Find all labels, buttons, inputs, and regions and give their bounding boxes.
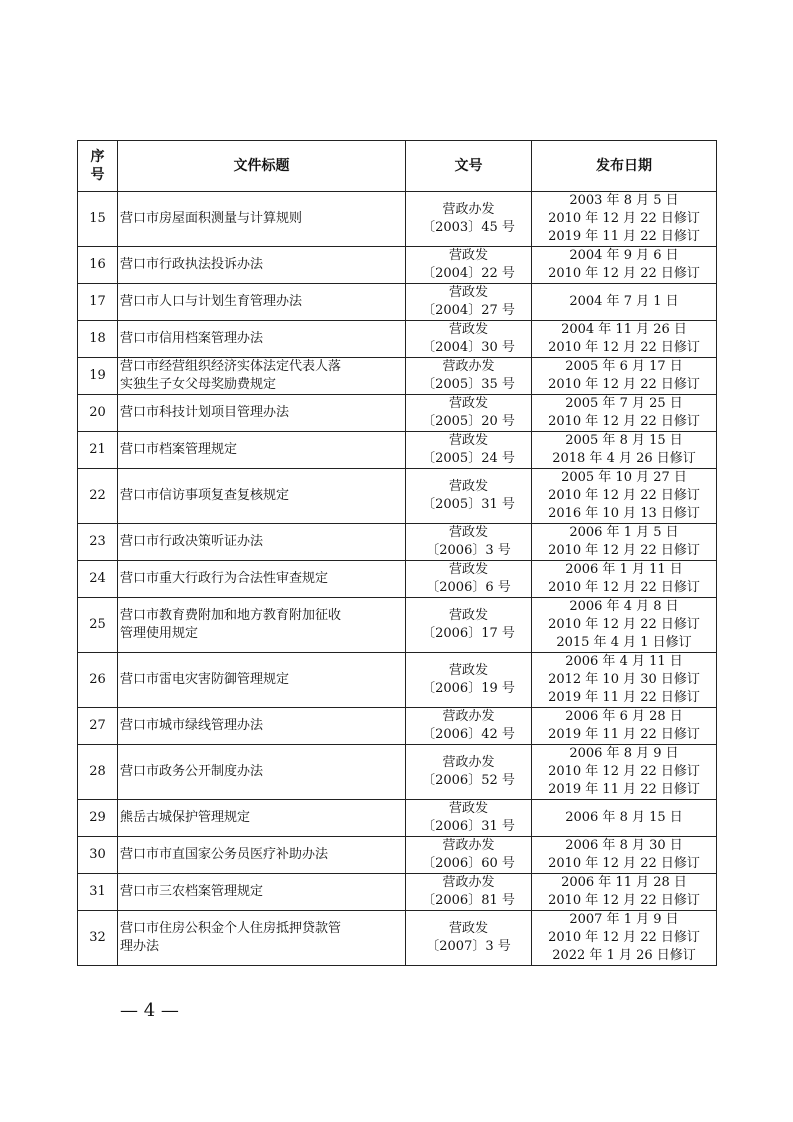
row-doc-number	[406, 524, 532, 561]
row-doc-number-line: 营政办发	[442, 202, 495, 217]
row-doc-number-line: 营政办发	[442, 755, 495, 770]
row-title-line: 营口市人口与计划生育管理办法	[120, 294, 303, 309]
row-title-line: 营口市市直国家公务员医疗补助办法	[120, 847, 329, 862]
row-publish-date	[532, 247, 717, 284]
page-number: — 4 —	[120, 1000, 179, 1021]
row-serial-number: 30	[78, 837, 118, 874]
row-doc-number-line: 营政办发	[442, 875, 495, 890]
row-doc-number-line: 〔2006〕42 号	[422, 727, 515, 742]
row-title-line: 营口市政务公开制度办法	[120, 764, 264, 779]
row-serial-number: 31	[78, 874, 118, 911]
row-publish-date	[532, 192, 717, 247]
row-publish-date-line: 2019 年 11 月 22 日修订	[548, 782, 700, 797]
row-publish-date-line: 2005 年 10 月 27 日	[561, 470, 687, 485]
row-serial-number: 24	[78, 561, 118, 598]
row-doc-number	[406, 708, 532, 745]
table-row	[78, 524, 717, 561]
table-row	[78, 708, 717, 745]
row-publish-date-line: 2010 年 12 月 22 日修订	[548, 488, 700, 503]
row-doc-number	[406, 837, 532, 874]
table-row	[78, 358, 717, 395]
row-title-line: 营口市房屋面积测量与计算规则	[120, 211, 303, 226]
row-publish-date	[532, 653, 717, 708]
row-title	[118, 432, 406, 469]
row-title-line: 营口市科技计划项目管理办法	[120, 405, 290, 420]
row-publish-date-line: 2019 年 11 月 22 日修订	[548, 690, 700, 705]
row-publish-date-line: 2004 年 9 月 6 日	[569, 248, 679, 263]
row-title	[118, 358, 406, 395]
row-serial-number: 23	[78, 524, 118, 561]
row-publish-date-line: 2006 年 8 月 15 日	[565, 810, 683, 825]
row-publish-date-line: 2010 年 12 月 22 日修订	[548, 211, 700, 226]
row-title	[118, 284, 406, 321]
row-publish-date-line: 2010 年 12 月 22 日修订	[548, 930, 700, 945]
row-publish-date	[532, 874, 717, 911]
row-publish-date-line: 2005 年 7 月 25 日	[565, 396, 683, 411]
row-publish-date	[532, 358, 717, 395]
table-row	[78, 745, 717, 800]
row-serial-number: 16	[78, 247, 118, 284]
row-doc-number-line: 营政发	[448, 562, 488, 577]
row-publish-date-line: 2010 年 12 月 22 日修订	[548, 617, 700, 632]
row-doc-number-line: 〔2006〕3 号	[426, 543, 511, 558]
row-publish-date	[532, 469, 717, 524]
table-row	[78, 284, 717, 321]
row-title	[118, 837, 406, 874]
row-title-line: 营口市三农档案管理规定	[120, 884, 264, 899]
row-publish-date	[532, 395, 717, 432]
row-publish-date-line: 2006 年 11 月 28 日	[561, 875, 687, 890]
row-title-line: 理办法	[120, 939, 160, 954]
row-serial-number: 19	[78, 358, 118, 395]
row-doc-number-line: 营政发	[448, 285, 488, 300]
row-title	[118, 469, 406, 524]
row-doc-number-line: 营政发	[448, 322, 488, 337]
header-doc-number: 文号	[406, 141, 532, 192]
table-body	[78, 192, 717, 966]
header-serial-line: 序	[90, 149, 105, 165]
row-publish-date-line: 2006 年 1 月 5 日	[569, 525, 679, 540]
row-publish-date-line: 2019 年 11 月 22 日修订	[548, 229, 700, 244]
table-row	[78, 800, 717, 837]
row-title	[118, 911, 406, 966]
table-row	[78, 561, 717, 598]
row-title-line: 管理使用规定	[120, 626, 199, 641]
row-doc-number-line: 营政发	[448, 479, 488, 494]
row-publish-date-line: 2010 年 12 月 22 日修订	[548, 414, 700, 429]
row-doc-number	[406, 469, 532, 524]
row-doc-number-line: 营政发	[448, 525, 488, 540]
row-title	[118, 874, 406, 911]
regulations-table	[77, 140, 717, 966]
row-doc-number-line: 〔2005〕24 号	[422, 451, 515, 466]
row-title-line: 营口市城市绿线管理办法	[120, 718, 264, 733]
row-publish-date-line: 2010 年 12 月 22 日修订	[548, 266, 700, 281]
row-doc-number-line: 〔2006〕19 号	[422, 681, 515, 696]
row-doc-number-line: 〔2004〕22 号	[422, 266, 515, 281]
row-title-line: 营口市经营组织经济实体法定代表人落	[120, 359, 342, 374]
table-row	[78, 395, 717, 432]
table-row	[78, 874, 717, 911]
row-publish-date-line: 2004 年 11 月 26 日	[561, 322, 687, 337]
row-doc-number-line: 营政发	[448, 396, 488, 411]
row-doc-number-line: 营政办发	[442, 359, 495, 374]
row-publish-date	[532, 432, 717, 469]
row-doc-number-line: 营政办发	[442, 709, 495, 724]
row-title	[118, 192, 406, 247]
row-title	[118, 524, 406, 561]
row-serial-number: 18	[78, 321, 118, 358]
row-publish-date-line: 2019 年 11 月 22 日修订	[548, 727, 700, 742]
row-title	[118, 598, 406, 653]
row-publish-date-line: 2015 年 4 月 1 日修订	[556, 635, 692, 650]
row-doc-number	[406, 653, 532, 708]
row-serial-number: 20	[78, 395, 118, 432]
row-doc-number-line: 营政发	[448, 801, 488, 816]
row-doc-number	[406, 911, 532, 966]
row-title	[118, 653, 406, 708]
header-serial-number	[78, 141, 118, 192]
row-serial-number: 15	[78, 192, 118, 247]
row-publish-date	[532, 524, 717, 561]
row-doc-number	[406, 561, 532, 598]
row-title	[118, 800, 406, 837]
row-publish-date-line: 2007 年 1 月 9 日	[569, 912, 679, 927]
row-doc-number-line: 〔2006〕52 号	[422, 773, 515, 788]
table-row	[78, 598, 717, 653]
row-doc-number	[406, 192, 532, 247]
row-title	[118, 395, 406, 432]
table-row	[78, 432, 717, 469]
row-doc-number-line: 营政办发	[442, 838, 495, 853]
row-publish-date-line: 2010 年 12 月 22 日修订	[548, 377, 700, 392]
row-doc-number-line: 〔2004〕27 号	[422, 303, 515, 318]
row-title	[118, 745, 406, 800]
row-publish-date	[532, 837, 717, 874]
row-publish-date	[532, 321, 717, 358]
row-doc-number-line: 〔2005〕35 号	[422, 377, 515, 392]
row-title-line: 熊岳古城保护管理规定	[120, 810, 251, 825]
row-publish-date-line: 2010 年 12 月 22 日修订	[548, 893, 700, 908]
row-doc-number	[406, 874, 532, 911]
row-publish-date-line: 2016 年 10 月 13 日修订	[548, 506, 700, 521]
table-header-row	[78, 141, 717, 192]
row-serial-number: 29	[78, 800, 118, 837]
table-row	[78, 192, 717, 247]
row-doc-number-line: 〔2007〕3 号	[426, 939, 511, 954]
row-publish-date-line: 2006 年 4 月 8 日	[569, 599, 679, 614]
row-publish-date	[532, 745, 717, 800]
row-serial-number: 21	[78, 432, 118, 469]
row-doc-number	[406, 284, 532, 321]
header-publish-date: 发布日期	[532, 141, 717, 192]
table-row	[78, 321, 717, 358]
row-title-line: 营口市教育费附加和地方教育附加征收	[120, 608, 342, 623]
row-publish-date	[532, 911, 717, 966]
row-title-line: 营口市住房公积金个人住房抵押贷款管	[120, 921, 342, 936]
row-publish-date-line: 2006 年 1 月 11 日	[565, 562, 683, 577]
table-row	[78, 653, 717, 708]
row-title-line: 营口市行政执法投诉办法	[120, 257, 264, 272]
row-publish-date-line: 2006 年 8 月 30 日	[565, 838, 683, 853]
row-doc-number	[406, 358, 532, 395]
row-doc-number	[406, 745, 532, 800]
row-doc-number	[406, 800, 532, 837]
row-serial-number: 32	[78, 911, 118, 966]
header-serial-line: 号	[90, 167, 105, 183]
row-serial-number: 28	[78, 745, 118, 800]
row-publish-date-line: 2010 年 12 月 22 日修订	[548, 856, 700, 871]
row-publish-date	[532, 598, 717, 653]
row-title-line: 营口市信用档案管理办法	[120, 331, 264, 346]
row-publish-date-line: 2006 年 4 月 11 日	[565, 654, 683, 669]
table-row	[78, 469, 717, 524]
row-publish-date	[532, 708, 717, 745]
row-doc-number-line: 〔2006〕81 号	[422, 893, 515, 908]
row-serial-number: 26	[78, 653, 118, 708]
row-doc-number-line: 〔2003〕45 号	[422, 220, 515, 235]
row-doc-number	[406, 247, 532, 284]
row-publish-date-line: 2006 年 6 月 28 日	[565, 709, 683, 724]
row-doc-number-line: 〔2005〕20 号	[422, 414, 515, 429]
row-publish-date-line: 2012 年 10 月 30 日修订	[548, 672, 700, 687]
row-serial-number: 17	[78, 284, 118, 321]
row-doc-number	[406, 321, 532, 358]
row-publish-date-line: 2010 年 12 月 22 日修订	[548, 543, 700, 558]
row-title	[118, 247, 406, 284]
row-title-line: 实独生子女父母奖励费规定	[120, 377, 277, 392]
row-publish-date-line: 2005 年 8 月 15 日	[565, 433, 683, 448]
row-title	[118, 708, 406, 745]
row-publish-date-line: 2018 年 4 月 26 日修订	[552, 451, 696, 466]
row-publish-date-line: 2010 年 12 月 22 日修订	[548, 764, 700, 779]
row-serial-number: 27	[78, 708, 118, 745]
row-publish-date-line: 2003 年 8 月 5 日	[569, 193, 679, 208]
row-publish-date-line: 2005 年 6 月 17 日	[565, 359, 683, 374]
row-serial-number: 22	[78, 469, 118, 524]
row-doc-number-line: 〔2006〕6 号	[426, 580, 511, 595]
row-doc-number-line: 〔2005〕31 号	[422, 497, 515, 512]
row-title-line: 营口市档案管理规定	[120, 442, 238, 457]
row-title-line: 营口市雷电灾害防御管理规定	[120, 672, 290, 687]
row-doc-number-line: 营政发	[448, 663, 488, 678]
row-publish-date-line: 2022 年 1 月 26 日修订	[552, 948, 696, 963]
row-publish-date	[532, 284, 717, 321]
row-doc-number-line: 营政发	[448, 921, 488, 936]
row-publish-date-line: 2010 年 12 月 22 日修订	[548, 580, 700, 595]
table-row	[78, 247, 717, 284]
row-publish-date-line: 2006 年 8 月 9 日	[569, 746, 679, 761]
row-publish-date	[532, 800, 717, 837]
row-title	[118, 321, 406, 358]
row-title-line: 营口市信访事项复查复核规定	[120, 488, 290, 503]
row-doc-number-line: 营政发	[448, 608, 488, 623]
row-publish-date-line: 2010 年 12 月 22 日修订	[548, 340, 700, 355]
row-publish-date	[532, 561, 717, 598]
header-title: 文件标题	[118, 141, 406, 192]
row-publish-date-line: 2004 年 7 月 1 日	[569, 294, 679, 309]
row-doc-number-line: 〔2004〕30 号	[422, 340, 515, 355]
row-doc-number	[406, 598, 532, 653]
row-doc-number-line: 营政发	[448, 433, 488, 448]
row-doc-number-line: 〔2006〕31 号	[422, 819, 515, 834]
row-doc-number-line: 营政发	[448, 248, 488, 263]
row-title-line: 营口市行政决策听证办法	[120, 534, 264, 549]
row-title	[118, 561, 406, 598]
table-row	[78, 911, 717, 966]
table-row	[78, 837, 717, 874]
row-doc-number-line: 〔2006〕17 号	[422, 626, 515, 641]
row-title-line: 营口市重大行政行为合法性审查规定	[120, 571, 329, 586]
row-doc-number-line: 〔2006〕60 号	[422, 856, 515, 871]
row-serial-number: 25	[78, 598, 118, 653]
row-doc-number	[406, 432, 532, 469]
row-doc-number	[406, 395, 532, 432]
